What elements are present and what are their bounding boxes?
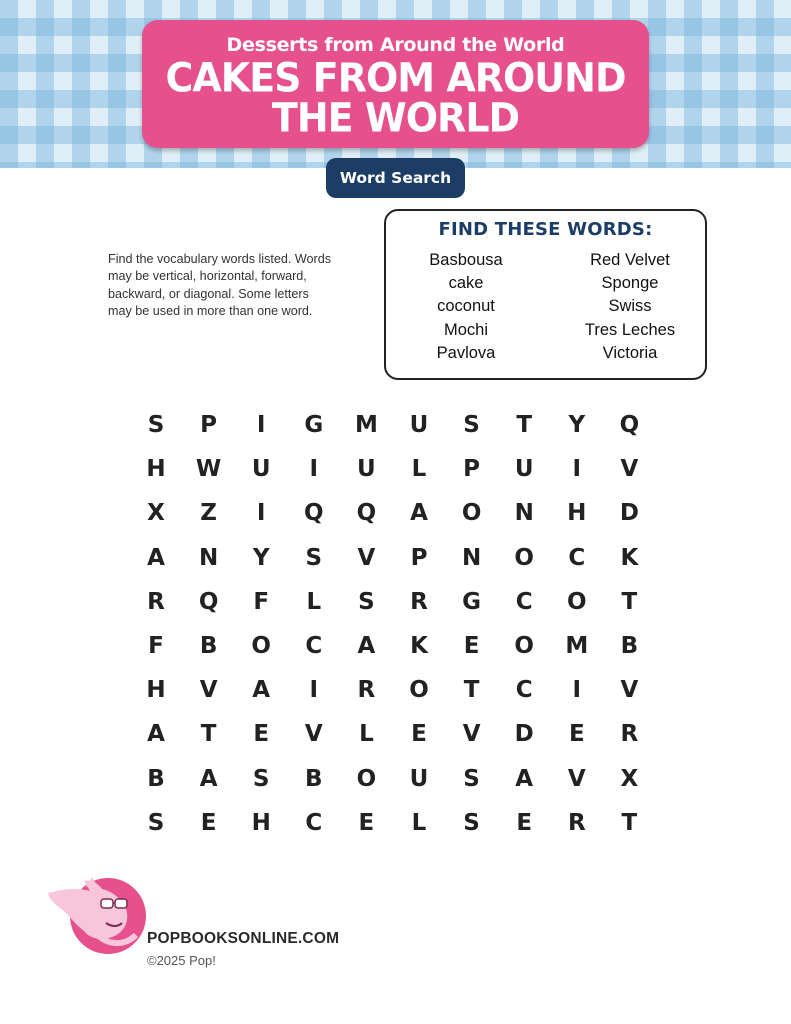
grid-letter[interactable]: V (199, 677, 218, 704)
grid-letter[interactable]: H (251, 809, 271, 836)
grid-letter[interactable]: R (357, 677, 376, 704)
word-list-title: FIND THESE WORDS: (438, 219, 653, 240)
grid-letter[interactable]: A (252, 677, 271, 704)
grid-letter[interactable]: E (200, 809, 217, 836)
grid-letter[interactable]: G (462, 588, 482, 615)
grid-letter[interactable]: O (567, 588, 587, 615)
grid-letter[interactable]: R (620, 721, 639, 748)
grid-letter[interactable]: S (252, 765, 270, 792)
grid-letter[interactable]: B (620, 633, 639, 659)
word-item: coconut (437, 297, 495, 316)
grid-letter[interactable]: S (463, 412, 480, 438)
page-title-line-1: CAKES FROM AROUND (165, 54, 626, 102)
grid-letter[interactable]: B (305, 765, 323, 792)
grid-letter[interactable]: C (305, 809, 323, 836)
grid-letter[interactable]: O (356, 765, 377, 792)
grid-letter[interactable]: D (514, 721, 534, 748)
grid-letter[interactable]: H (567, 500, 587, 527)
activity-badge: Word Search (326, 158, 465, 198)
grid-letter[interactable]: K (620, 544, 639, 571)
grid-letter[interactable]: B (147, 765, 165, 792)
grid-letter[interactable]: O (514, 633, 534, 659)
grid-letter[interactable]: F (148, 633, 164, 659)
grid-letter[interactable]: V (620, 456, 639, 483)
grid-letter[interactable]: D (619, 500, 639, 527)
grid-letter[interactable]: L (359, 721, 374, 748)
grid-letter[interactable]: R (410, 588, 428, 615)
word-item: Sponge (601, 274, 659, 293)
word-item: Red Velvet (590, 251, 670, 269)
grid-letter[interactable]: U (251, 456, 271, 483)
grid-letter[interactable]: X (147, 500, 165, 527)
grid-letter[interactable]: V (462, 721, 481, 748)
grid-letter[interactable]: E (358, 809, 375, 836)
page-title (142, 54, 649, 142)
grid-letter[interactable]: O (461, 500, 482, 527)
grid-letter[interactable]: R (567, 809, 586, 836)
page-title-line-2: THE WORLD (271, 94, 520, 142)
grid-letter[interactable]: X (620, 765, 639, 792)
grid-letter[interactable]: Q (356, 500, 377, 527)
grid-letter[interactable]: S (305, 544, 323, 571)
grid-letter[interactable]: R (147, 588, 165, 615)
word-list-right-column (550, 249, 710, 365)
grid-letter[interactable]: H (146, 456, 166, 483)
grid-letter[interactable]: Q (619, 412, 640, 438)
kangaroo-logo-icon (46, 873, 148, 955)
grid-letter[interactable]: A (410, 500, 428, 527)
grid-letter[interactable]: L (411, 809, 427, 836)
grid-letter[interactable]: V (357, 544, 376, 571)
grid-letter[interactable]: I (309, 677, 319, 704)
grid-letter[interactable]: E (253, 721, 270, 748)
grid-letter[interactable]: S (358, 588, 375, 615)
grid-letter[interactable]: G (304, 412, 324, 438)
grid-letter[interactable]: U (514, 456, 534, 483)
grid-letter[interactable]: K (410, 633, 428, 659)
word-list-box (384, 209, 707, 380)
title-banner (142, 20, 649, 148)
grid-letter[interactable]: Y (568, 412, 586, 438)
grid-letter[interactable]: A (147, 721, 165, 748)
grid-letter[interactable]: V (567, 765, 586, 792)
grid-letter[interactable]: Q (304, 500, 324, 527)
grid-letter[interactable]: I (309, 456, 319, 483)
grid-letter[interactable]: T (200, 721, 217, 748)
grid-letter[interactable]: S (147, 809, 165, 836)
grid-letter[interactable]: A (199, 765, 218, 792)
grid-letter[interactable]: C (568, 544, 586, 571)
grid-letter[interactable]: T (621, 809, 638, 836)
word-item: cake (448, 274, 484, 293)
grid-letter[interactable]: Q (198, 588, 219, 615)
grid-letter[interactable]: M (565, 633, 589, 659)
grid-letter[interactable]: I (256, 500, 266, 527)
grid-letter[interactable]: L (411, 456, 427, 483)
grid-letter[interactable]: W (195, 456, 222, 483)
grid-letter[interactable]: N (461, 544, 482, 571)
grid-letter[interactable]: C (515, 677, 533, 704)
grid-letter[interactable]: O (409, 677, 429, 704)
word-item: Swiss (608, 297, 652, 316)
grid-letter[interactable]: I (572, 456, 582, 483)
grid-letter[interactable]: T (463, 677, 480, 704)
grid-letter[interactable]: L (306, 588, 322, 615)
grid-letter[interactable]: C (305, 633, 323, 659)
grid-letter[interactable]: H (146, 677, 166, 704)
grid-letter[interactable]: U (409, 412, 429, 438)
grid-letter[interactable]: V (304, 721, 323, 748)
instructions-text: Find the vocabulary words listed. Words may be vertical, horizontal, forward, backward, or diagonal. Some letters may be used in more than one word. (108, 252, 332, 319)
grid-letter[interactable]: S (463, 809, 480, 836)
grid-letter[interactable]: O (514, 544, 534, 571)
grid-letter[interactable]: P (200, 412, 218, 438)
grid-letter[interactable]: O (251, 633, 271, 659)
copyright-text: ©2025 Pop! (147, 953, 216, 968)
grid-letter[interactable]: Y (252, 544, 270, 571)
grid-letter[interactable]: M (354, 412, 378, 438)
grid-letter[interactable]: N (514, 500, 534, 527)
word-item: Victoria (602, 343, 658, 362)
grid-letter[interactable]: S (463, 765, 480, 792)
series-subtitle: Desserts from Around the World (226, 34, 565, 56)
grid-letter[interactable]: I (572, 677, 582, 704)
grid-letter[interactable]: B (199, 633, 218, 659)
grid-letter[interactable]: A (357, 633, 376, 659)
word-list-left-column (386, 249, 546, 365)
grid-letter[interactable]: T (516, 412, 533, 438)
grid-letter[interactable]: E (516, 809, 533, 836)
grid-letter[interactable]: V (620, 677, 639, 704)
grid-letter[interactable]: P (463, 456, 481, 483)
grid-letter[interactable]: N (198, 544, 219, 571)
grid-letter[interactable]: C (515, 588, 533, 615)
site-name: POPBOOKSONLINE.COM (147, 930, 340, 947)
grid-letter[interactable]: E (411, 721, 427, 748)
word-item: Mochi (443, 320, 488, 339)
word-item: Tres Leches (584, 320, 676, 339)
grid-letter[interactable]: U (409, 765, 429, 792)
grid-letter[interactable]: E (568, 721, 585, 748)
grid-letter[interactable]: F (253, 588, 270, 615)
word-item: Pavlova (436, 343, 496, 362)
grid-letter[interactable]: A (147, 544, 165, 571)
grid-letter[interactable]: A (515, 765, 534, 792)
grid-letter[interactable]: T (621, 588, 638, 615)
grid-letter[interactable]: U (357, 456, 376, 483)
word-item: Basbousa (429, 251, 503, 269)
grid-letter[interactable]: P (410, 544, 428, 571)
grid-letter[interactable]: S (147, 412, 165, 438)
grid-letter[interactable]: Z (200, 500, 217, 527)
grid-letter[interactable]: I (256, 412, 266, 438)
grid-letter[interactable]: E (463, 633, 480, 659)
